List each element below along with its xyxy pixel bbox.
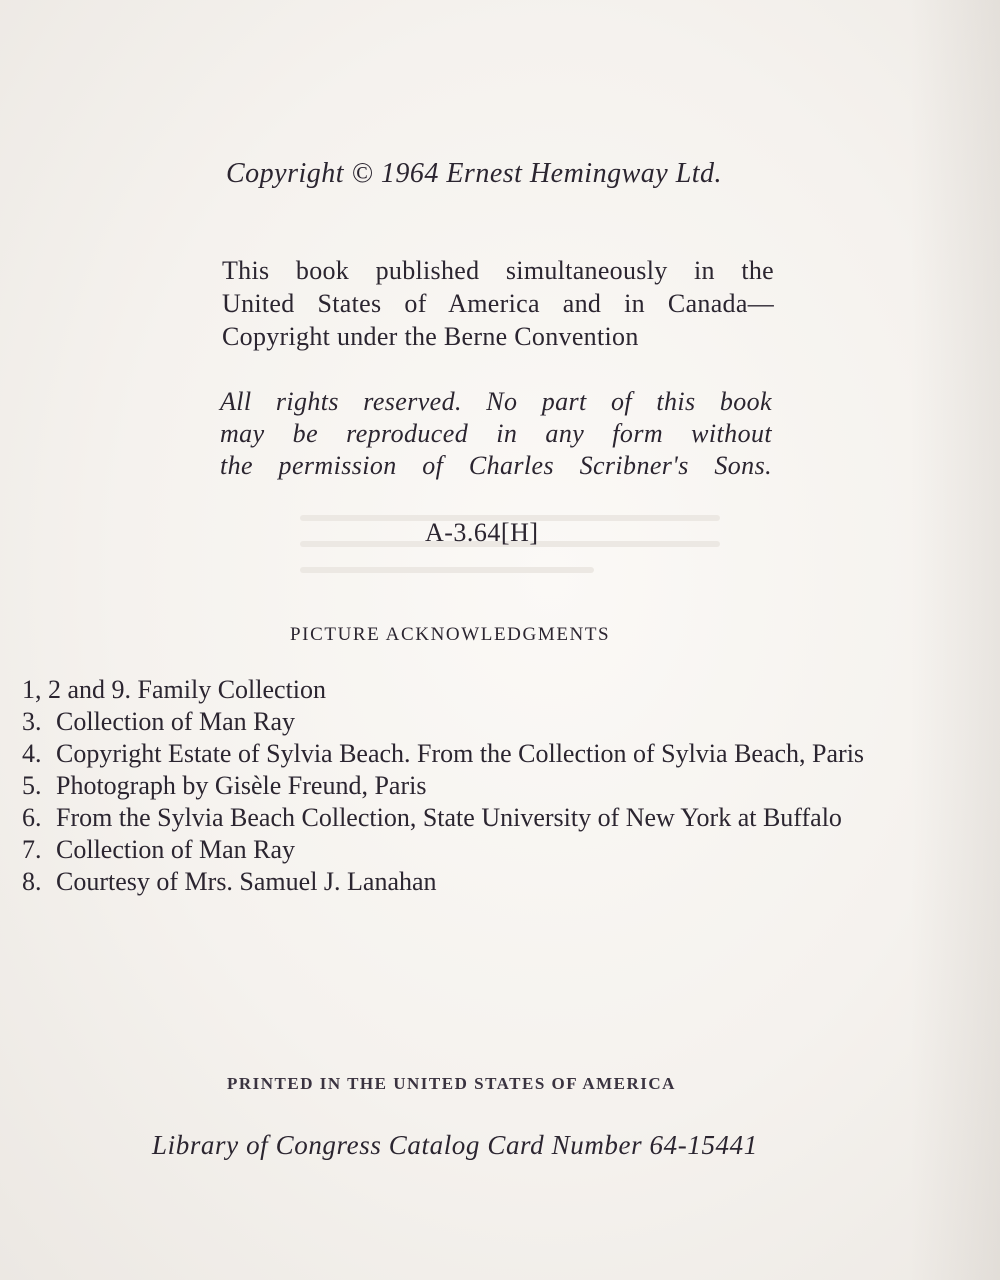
rights-notice-line: All rights reserved. No part of this book	[220, 387, 772, 416]
list-item-number: 7.	[22, 835, 42, 864]
list-item-number: 1, 2 and 9.	[22, 675, 138, 704]
list-item-number: 5.	[22, 771, 42, 800]
publication-notice	[222, 254, 774, 353]
publication-notice-line: This book published simultaneously in the	[222, 256, 774, 285]
rights-notice	[220, 386, 772, 482]
list-item	[22, 866, 962, 898]
show-through-title	[0, 56, 1000, 128]
lccn-line: Library of Congress Catalog Card Number 64-15441	[152, 1130, 758, 1160]
rights-notice-line: may be reproduced in any form without	[220, 419, 772, 448]
show-through-line	[300, 567, 594, 573]
list-item	[22, 738, 962, 770]
list-item	[22, 706, 962, 738]
list-item-text: Copyright Estate of Sylvia Beach. From the Collection of Sylvia Beach, Paris	[56, 739, 865, 768]
picture-acknowledgments-list	[22, 674, 962, 898]
list-item-text: Photograph by Gisèle Freund, Paris	[56, 771, 427, 800]
list-item-number: 8.	[22, 867, 42, 896]
list-item-text: Collection of Man Ray	[56, 707, 296, 736]
list-item-number: 6.	[22, 803, 42, 832]
copyright-line: Copyright © 1964 Ernest Hemingway Ltd.	[226, 158, 723, 189]
printed-in-notice: PRINTED IN THE UNITED STATES OF AMERICA	[227, 1074, 676, 1093]
list-item-number: 4.	[22, 739, 42, 768]
list-item	[22, 770, 962, 802]
picture-acknowledgments-heading: PICTURE ACKNOWLEDGMENTS	[290, 624, 611, 645]
list-item-text: From the Sylvia Beach Collection, State University of New York at Buffalo	[56, 803, 842, 832]
list-item-text: Courtesy of Mrs. Samuel J. Lanahan	[56, 867, 437, 896]
list-item	[22, 834, 962, 866]
list-item-number: 3.	[22, 707, 42, 736]
rights-notice-line: the permission of Charles Scribner's Sons.	[220, 451, 772, 480]
publication-notice-line: Copyright under the Berne Convention	[222, 322, 639, 351]
list-item	[22, 802, 962, 834]
list-item	[22, 674, 962, 706]
list-item-text: Collection of Man Ray	[56, 835, 296, 864]
publication-notice-line: United States of America and in Canada—	[222, 289, 774, 318]
printing-code: A-3.64[H]	[425, 518, 539, 547]
list-item-text: Family Collection	[137, 675, 327, 704]
